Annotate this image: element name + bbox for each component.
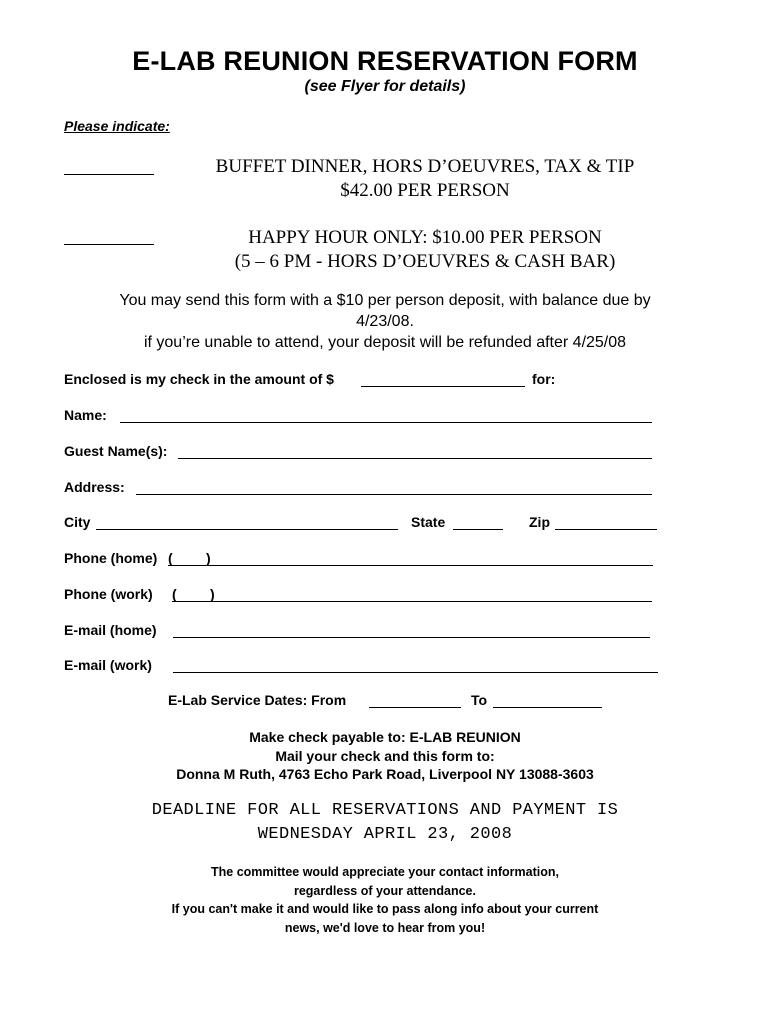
state-field[interactable]	[453, 529, 503, 530]
committee-line1: The committee would appreciate your contact information,	[211, 865, 559, 879]
deposit-note-line1: You may send this form with a $10 per person deposit, with balance due by	[119, 292, 651, 309]
buffet-dinner-line2: $42.00 PER PERSON	[340, 180, 510, 201]
email-work-field[interactable]	[173, 672, 658, 673]
committee-line2: regardless of your attendance.	[293, 883, 476, 898]
phone-work-field[interactable]	[172, 601, 652, 602]
phone-work-area-open: (	[172, 586, 177, 602]
service-from-field[interactable]	[369, 707, 461, 708]
deposit-note-line3: if you’re unable to attend, your deposit will be refunded after 4/25/08	[143, 334, 627, 351]
committee-line3: If you can't make it and would like to pass along info about your current	[171, 902, 599, 916]
deadline-line2: WEDNESDAY APRIL 23, 2008	[257, 825, 513, 844]
name-field[interactable]	[120, 422, 652, 423]
phone-home-field[interactable]	[168, 565, 653, 566]
deposit-note	[80, 290, 690, 353]
committee-line4: news, we'd love to hear from you!	[284, 920, 486, 935]
deadline-line1: DEADLINE FOR ALL RESERVATIONS AND PAYMENT IS	[151, 801, 619, 820]
happy-hour-line2: (5 – 6 PM - HORS D’OEUVRES & CASH BAR)	[234, 251, 616, 272]
committee-note	[0, 863, 770, 937]
check-amount-label: Enclosed is my check in the amount of $	[64, 371, 334, 387]
check-for-label: for:	[532, 371, 556, 387]
deposit-note-line2: 4/23/08.	[356, 313, 414, 330]
phone-work-label: Phone (work)	[64, 586, 153, 602]
form-title: E-LAB REUNION RESERVATION FORM	[132, 46, 638, 76]
mailing-info	[0, 728, 770, 784]
service-to-field[interactable]	[493, 707, 602, 708]
service-dates-label: E-Lab Service Dates: From	[168, 692, 347, 708]
address-label: Address:	[64, 479, 125, 495]
mailing-address: Donna M Ruth, 4763 Echo Park Road, Liverpool NY 13088-3603	[176, 766, 594, 782]
email-work-label: E-mail (work)	[64, 657, 152, 673]
zip-field[interactable]	[555, 529, 657, 530]
happy-hour-line1: HAPPY HOUR ONLY: $10.00 PER PERSON	[248, 227, 602, 248]
check-amount-field[interactable]	[361, 386, 525, 387]
city-label: City	[64, 514, 91, 530]
payable-to: Make check payable to: E-LAB REUNION	[249, 729, 521, 745]
happy-hour-blank[interactable]	[64, 244, 154, 245]
address-field[interactable]	[136, 494, 652, 495]
buffet-dinner-option	[150, 155, 700, 203]
form-subtitle: (see Flyer for details)	[304, 78, 466, 95]
phone-home-label: Phone (home)	[64, 550, 158, 566]
zip-label: Zip	[529, 514, 550, 530]
please-indicate-label: Please indicate:	[64, 118, 170, 134]
email-home-label: E-mail (home)	[64, 622, 157, 638]
buffet-dinner-line1: BUFFET DINNER, HORS D’OEUVRES, TAX & TIP	[215, 156, 635, 177]
email-home-field[interactable]	[173, 637, 650, 638]
state-label: State	[411, 514, 446, 530]
phone-home-area-open: (	[168, 550, 173, 566]
city-field[interactable]	[96, 529, 398, 530]
deadline-notice	[0, 799, 770, 847]
buffet-dinner-blank[interactable]	[64, 174, 154, 175]
mail-instructions: Mail your check and this form to:	[275, 747, 495, 764]
phone-work-area-close: )	[210, 586, 215, 602]
guest-names-field[interactable]	[178, 458, 652, 459]
guest-names-label: Guest Name(s):	[64, 443, 168, 459]
service-to-label: To	[471, 692, 488, 708]
name-label: Name:	[64, 407, 107, 423]
happy-hour-option	[150, 226, 700, 274]
phone-home-area-close: )	[206, 550, 211, 566]
